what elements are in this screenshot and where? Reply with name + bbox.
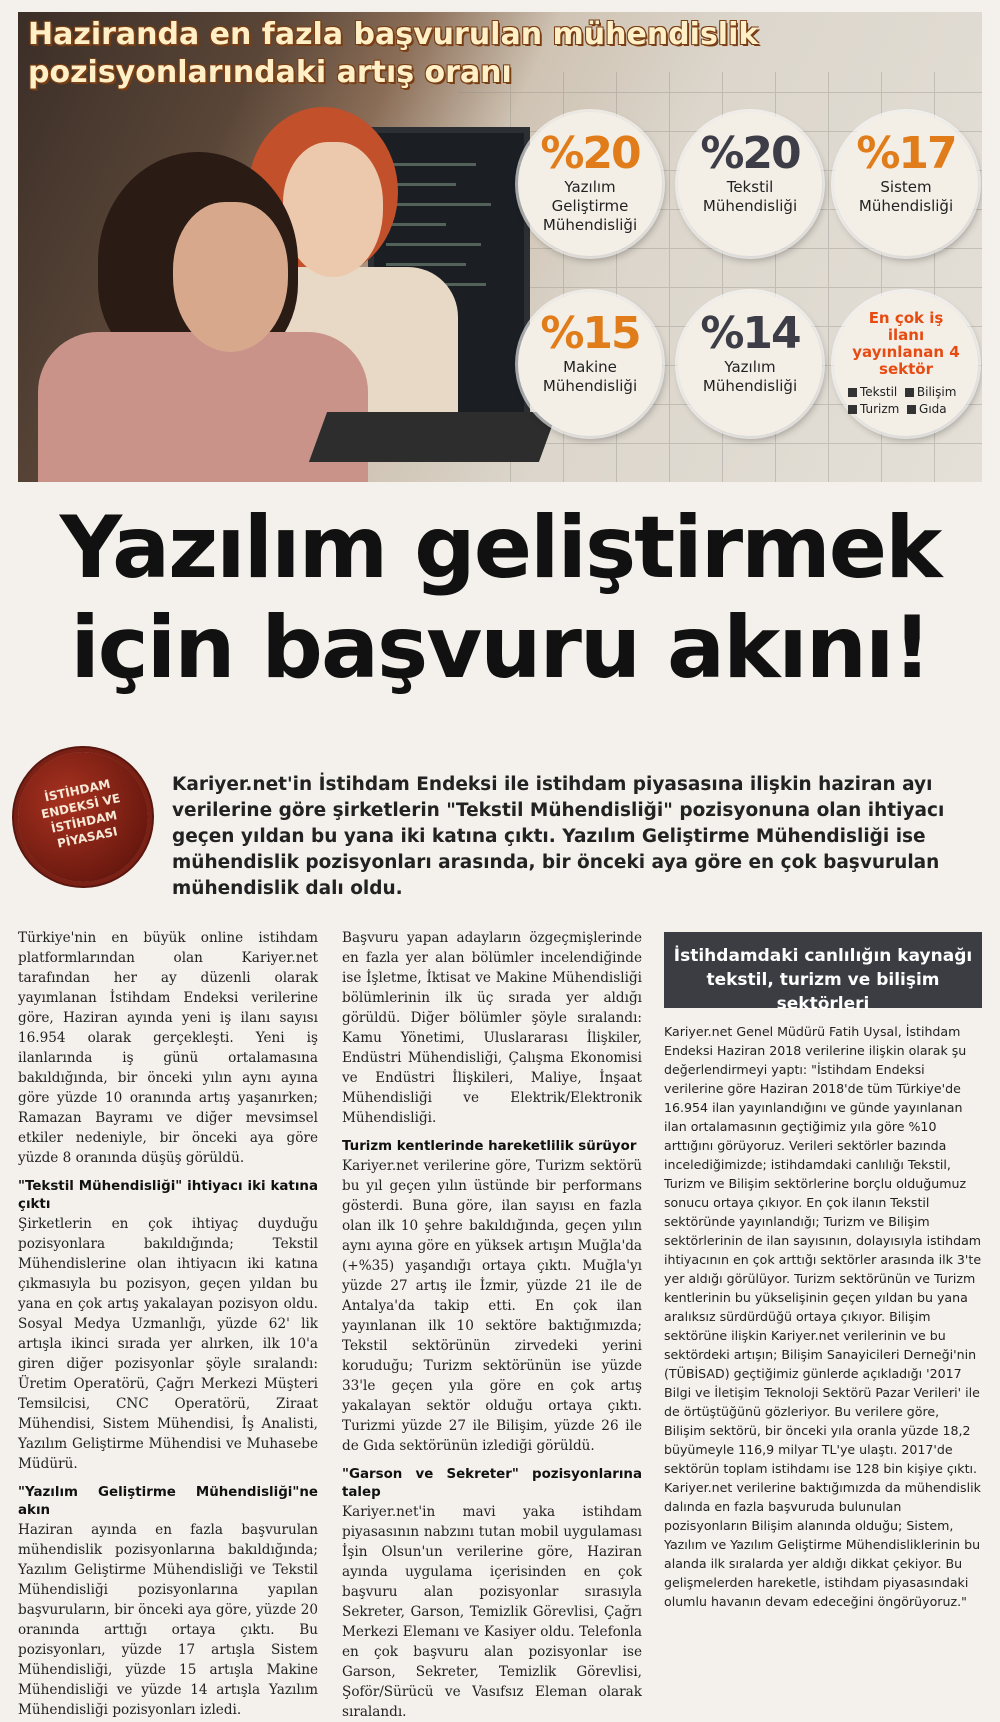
stat-circle [678,112,822,256]
banner-title: Haziranda en fazla başvurulan mühendislik pozisyonlarındaki artış oranı [28,17,759,90]
top-sectors-title: En çok iş ilanı yayınlanan 4 sektör [852,309,960,378]
sidebar-column [664,1022,982,1611]
sector-item: Gıda [919,402,947,416]
sector-list [834,384,978,418]
subheading: "Yazılım Geliştirme Mühendisliği"ne akın [18,1485,318,1518]
stat-circle [678,292,822,436]
stat-circle [834,112,978,256]
article-lead: Kariyer.net'in İstihdam Endeksi ile istihdam piyasasına ilişkin haziran ayı verilerine göre şirketlerin "Tekstil Mühendisliği" pozisyonuna olan ihtiyacı geçen yıldan bu yana iki katına çıktı. Yazılım Geliştirme Mühendisliği ise mühendislik pozisyonları arasında, bir önceki aya göre en çok başvurulan mühendislik dalı oldu. [172,774,945,899]
stat-circle [518,112,662,256]
stat-value: %17 [856,128,956,179]
subheading: "Garson ve Sekreter" pozisyonlarına talep [342,1467,642,1500]
stat-value: %15 [540,308,640,359]
stat-circle [518,292,662,436]
keyboard-image [309,412,557,462]
sector-item: Tekstil [860,385,898,399]
article-column-2 [342,928,642,1722]
article-headline: Yazılım geliştirmek için başvuru akını! [59,498,941,698]
bullet-square-icon [907,405,916,414]
article-column-1 [18,928,318,1720]
bullet-square-icon [848,388,857,397]
stat-label: Tekstil Mühendisliği [702,178,798,215]
sector-item: Bilişim [916,385,957,399]
paragraph: Kariyer.net verilerine göre, Turizm sektörü bu yıl geçen yılın üstünde bir performans gösterdi. Buna göre, ilan sayısı en fazla olan ilk 10 şehre bakıldığında, geçen yılın aynı ayına göre en yüksek artışın Muğla'da (+%35) yaşandığı ortaya çıktı. Muğla'yı yüzde 27 artış ile İzmir, yüzde 21 ile de Antalya'da takip etti. En çok ilan yayınlanan ilk 10 sektöre baktığımızda; Tekstil sektörünün zirvedeki yerini koruduğu; Turizm sektörünün ise yüzde 33'le geçen yıla göre en çok artış yakalayan sektör olduğu ortaya çıktı. Turizmi yüzde 27 ile Bilişim, yüzde 26 ile de Gıda sektörünün izlediği görüldü. [342,1158,642,1454]
paragraph: Haziran ayında en fazla başvurulan mühendislik pozisyonlarına bakıldığında; Yazılım Geliştirme Mühendisliği ve Tekstil Mühendisliği pozisyonlarına yapılan başvuruların, bir önceki aya göre, yüzde 20 oranında arttığı ortaya çıktı. Bu pozisyonları, yüzde 17 artışla Sistem Mühendisliği, yüzde 15 artışla Makine Mühendisliği ve yüzde 14 artışla Yazılım Mühendisliği pozisyonları izledi. [18,1522,318,1718]
stat-value: %14 [700,308,800,359]
paragraph: Kariyer.net'in mavi yaka istihdam piyasasının nabzını tutan mobil uygulaması İşin Olsun'un verilerine göre, Haziran ayında uygulama içerisinden en çok başvuru alan pozisyonlar sırasıyla Sekreter, Garson, Temizlik Görevlisi, Çağrı Merkezi Elemanı ve Kasiyer oldu. Telefonla en çok başvuru alan pozisyonlar ise Garson, Sekreter, Temizlik Görevlisi, Şoför/Sürücü ve Vasıfsız Eleman olarak sıralandı. [342,1504,642,1720]
subheading: Turizm kentlerinde hareketlilik sürüyor [342,1139,637,1154]
seal-text: İSTİHDAM ENDEKSİ VE İSTİHDAM PİYASASI [39,776,122,851]
subheading: "Tekstil Mühendisliği" ihtiyacı iki katına çıktı [18,1179,318,1212]
infographic-banner [18,12,982,482]
sidebar-paragraph: Kariyer.net Genel Müdürü Fatih Uysal, İstihdam Endeksi Haziran 2018 verilerine ilişkin olarak şu değerlendirmeyi yaptı: "İstihdam Endeksi verilerine göre Haziran 2018'de tüm Türkiye'de 16.954 ilan yayınlandığını ve günde yayınlanan ilan ortalamasının geçtiğimiz yıla göre %10 arttığını görüyoruz. Verileri sektörler bazında incelediğimizde; istihdamdaki canlılığı Tekstil, Turizm ve Bilişim sektörlerine borçlu olduğumuz sonucu ortaya çıkıyor. En çok ilanın Tekstil sektöründe yayınlandığı; Turizm ve Bilişim sektörlerinin de ilan sayısının, dolayısıyla istihdam ihtiyacının en çok arttığı sektörler arasında ilk 3'te yer aldığı görülüyor. Turizm sektörünün ve Turizm kentlerinin bu yükselişinin geçen yıldan bu yana aralıksız sürdürdüğü ortaya çıkıyor. Bilişim sektörüne ilişkin Kariyer.net verilerinin ve bu sektördeki artışın; Bilişim Sanayicileri Derneği'nin (TÜBİSAD) geçtiğimiz günlerde açıkladığı '2017 Bilgi ve İletişim Teknoloji Sektörü Pazar Verileri' ile de örtüştüğünü gözleriyor. Bu verilere göre, Bilişim sektörü, bir önceki yıla oranla yüzde 18,2 büyümeyle 116,9 milyar TL'ye ulaştı. 2017'de sektörün toplam istihdamı ise 128 bin kişiye çıktı. Kariyer.net verilerine baktığımızda da mühendislik dalında en fazla başvuruda bulunulan pozisyonların Bilişim alanında olduğu; Sistem, Yazılım ve Yazılım Geliştirme Mühendisliklerinin bu alanda ilk sıralarda yer aldığı dikkat çekiyor. Bu gelişmelerden hareketle, istihdam piyasasındaki olumlu havanın devam edeceğini öngörüyoruz." [664,1024,982,1609]
section-seal-badge [6,740,160,894]
paragraph: Başvuru yapan adayların özgeçmişlerinde en fazla yer alan bölümler incelendiğinde ise İşletme, İktisat ve Makine Mühendisliği bölümlerinin ilk üç sırada yer aldığı görüldü. Diğer bölümler şöyle sıralandı: Kamu Yönetimi, Uluslararası İlişkiler, Endüstri Mühendisliği, Çalışma Ekonomisi ve Endüstri İlişkileri, Maliye, İnşaat Mühendisliği ve Elektrik/Elektronik Mühendisliği. [342,930,642,1126]
bullet-square-icon [848,405,857,414]
stat-value: %20 [700,128,800,179]
top-sectors-circle [834,292,978,436]
paragraph: Şirketlerin en çok ihtiyaç duyduğu pozisyonlara bakıldığında; Tekstil Mühendislerine olan ihtiyacın iki katına çıkmasıyla bu pozisyon, geçen yıldan bu yana en çok artış yakalayan pozisyon oldu. Sosyal Medya Uzmanlığı, yüzde 62' lik artışla ikinci sırada yer alırken, ilk 10'a giren diğer pozisyonlar şöyle sıralandı: Üretim Operatörü, Çağrı Merkezi Müşteri Temsilcisi, CNC Operatörü, Ziraat Mühendisi, Sistem Mühendisi, İş Analisti, Yazılım Geliştirme Mühendisi ve Muhasebe Müdürü. [18,1216,318,1472]
stat-label: Yazılım Geliştirme Mühendisliği [542,178,638,234]
paragraph: Türkiye'nin en büyük online istihdam platformlarından olan Kariyer.net tarafından her ay düzenli olarak yayımlanan İstihdam Endeksi verilerine göre, Haziran ayında yeni iş ilanı sayısı 16.954 olarak gerçekleşti. Yeni iş ilanlarında iş günü ortalamasına bakıldığında, bir önceki yılın aynı ayına göre yüzde 10 oranında artış yaşanırken; Ramazan Bayramı ve diğer mevsimsel etkiler nedeniyle, bir önceki aya göre yüzde 8 oranında düşüş görüldü. [18,930,318,1166]
stat-label: Makine Mühendisliği [542,358,638,395]
stat-label: Sistem Mühendisliği [858,178,954,215]
stat-label: Yazılım Mühendisliği [702,358,798,395]
stat-value: %20 [540,128,640,179]
bullet-square-icon [905,388,914,397]
sidebar-title: İstihdamdaki canlılığın kaynağı tekstil, turizm ve bilişim sektörleri [664,932,982,1008]
sector-item: Turizm [860,402,900,416]
